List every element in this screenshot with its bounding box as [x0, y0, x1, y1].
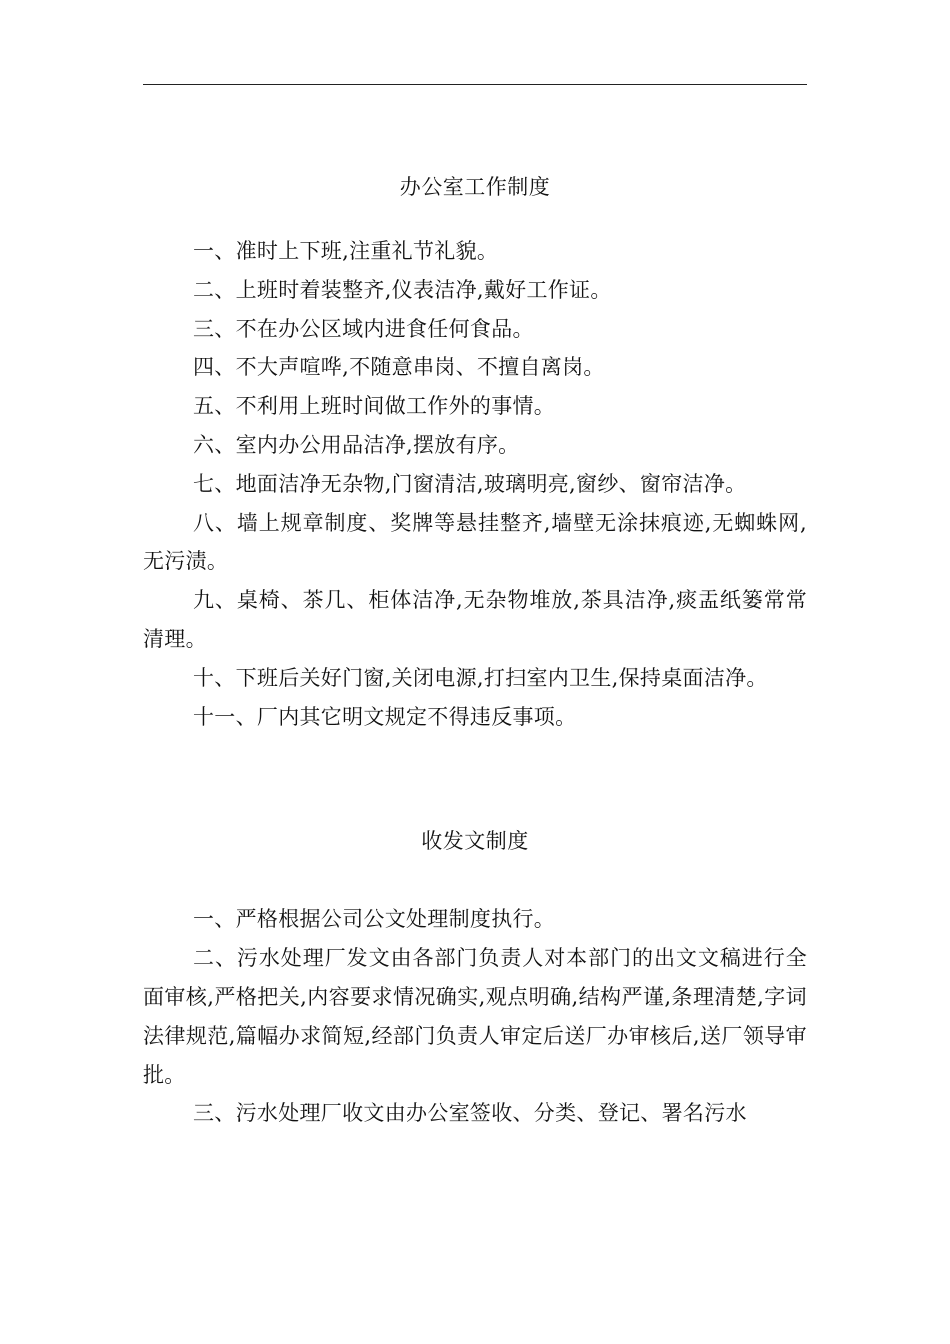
section-title-document-handling: 收发文制度 [421, 829, 529, 854]
list-item: 二、污水处理厂发文由各部门负责人对本部门的出文文稿进行全面审核,严格把关,内容要求情况确实,观点明确,结构严谨,条理清楚,字词法律规范,篇幅办求简短,经部门负责人审定后送厂办审核后,送厂领导审批。 [143, 946, 807, 1087]
list-item: 十一、厂内其它明文规定不得违反事项。 [193, 704, 577, 729]
header-rule [143, 84, 807, 85]
list-item: 七、地面洁净无杂物,门窗清洁,玻璃明亮,窗纱、窗帘洁净。 [193, 471, 747, 496]
list-item: 六、室内办公用品洁净,摆放有序。 [193, 432, 520, 457]
list-item: 二、上班时着装整齐,仪表洁净,戴好工作证。 [193, 277, 612, 302]
list-item: 八、墙上规章制度、奖牌等悬挂整齐,墙壁无涂抹痕迹,无蜘蛛网,无污渍。 [143, 510, 807, 574]
list-item: 四、不大声喧哗,不随意串岗、不擅自离岗。 [193, 355, 605, 380]
list-item: 三、污水处理厂收文由办公室签收、分类、登记、署名污水 [193, 1101, 747, 1126]
office-rules-list [143, 232, 807, 736]
section-title-office-rules: 办公室工作制度 [399, 175, 551, 199]
list-item: 一、准时上下班,注重礼节礼貌。 [193, 239, 499, 263]
list-item: 一、严格根据公司公文处理制度执行。 [193, 907, 556, 932]
list-item: 三、不在办公区域内进食任何食品。 [193, 316, 534, 341]
list-item: 五、不利用上班时间做工作外的事情。 [193, 394, 556, 419]
document-body [143, 168, 807, 1133]
list-item: 十、下班后关好门窗,关闭电源,打扫室内卫生,保持桌面洁净。 [193, 665, 768, 690]
list-item: 九、桌椅、茶几、柜体洁净,无杂物堆放,茶具洁净,痰盂纸篓常常清理。 [143, 588, 807, 651]
document-handling-list [143, 900, 807, 1133]
